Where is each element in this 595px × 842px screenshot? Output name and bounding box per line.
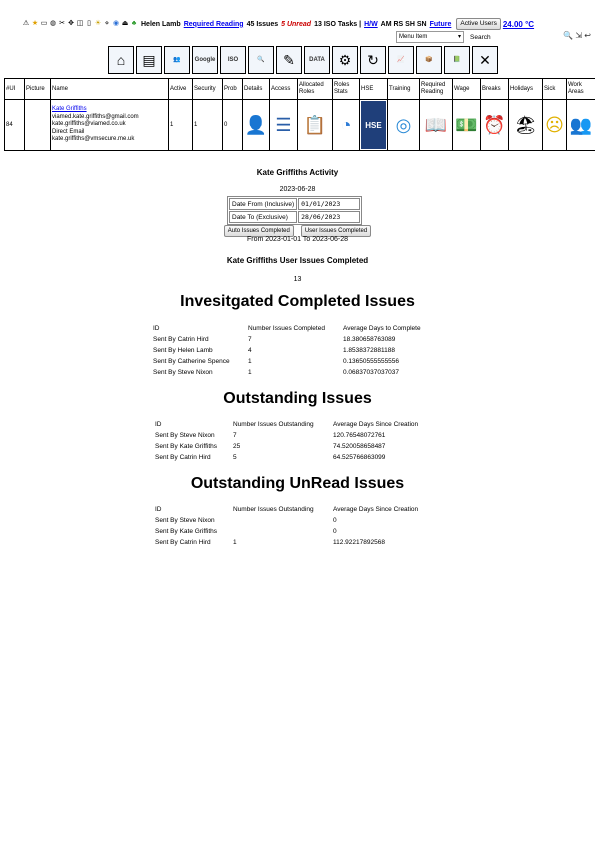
auto-issues-button[interactable]: Auto Issues Completed — [224, 225, 294, 237]
table-row — [5, 100, 595, 151]
cell-active: 1 — [169, 100, 193, 151]
iso-icon[interactable]: ISO — [220, 46, 246, 74]
direct-email-label: Direct Email — [52, 128, 85, 135]
email-3: kate.griffiths@vmsecure.me.uk — [52, 136, 135, 143]
stats-row — [155, 515, 433, 526]
column-header: Access — [270, 79, 298, 100]
zoom-icon[interactable]: 🔍 — [563, 31, 574, 40]
cell-breaks[interactable] — [481, 100, 509, 151]
access-list-icon[interactable]: ☰ — [275, 114, 292, 135]
menu-item-select[interactable] — [396, 31, 464, 43]
cell-roles-stats[interactable] — [333, 100, 360, 151]
user-issues-title: Kate Griffiths User Issues Completed — [226, 256, 369, 265]
stats-cell: 0 — [333, 528, 337, 535]
stats-cell: Sent By Steve Nixon — [155, 517, 215, 524]
user-table — [4, 78, 595, 151]
globe-icon[interactable]: ◍ — [49, 20, 57, 27]
document-icon[interactable]: ▯ — [87, 20, 91, 27]
stats-header-cell: Average Days Since Creation — [333, 421, 419, 428]
holiday-icon[interactable]: 🏖 — [514, 114, 537, 135]
cubs-data-icon[interactable]: DATA — [304, 46, 330, 74]
world-icon[interactable]: ◉ — [112, 20, 120, 27]
cell-access[interactable] — [270, 100, 298, 151]
cell-sick[interactable] — [543, 100, 567, 151]
tools-icon[interactable]: ✂ — [59, 20, 65, 27]
column-header: Allocated Roles — [298, 79, 333, 100]
unread-count[interactable]: 5 Unread — [281, 20, 312, 28]
bulb-icon[interactable]: ☀ — [94, 20, 102, 27]
stats-row — [153, 367, 443, 378]
stats-cell: Sent By Catrin Hird — [155, 454, 211, 461]
top-status-bar — [22, 18, 595, 30]
cell-id: 84 — [5, 100, 25, 151]
open-book-icon[interactable]: 📖 — [424, 114, 448, 135]
box-icon[interactable]: 📦 — [416, 46, 442, 74]
stats-cell — [233, 515, 333, 526]
investigated-title: Invesitgated Completed Issues — [180, 293, 415, 310]
cell-hse[interactable] — [360, 100, 388, 151]
column-header: Wage — [453, 79, 481, 100]
stats-header-cell: Average Days to Complete — [343, 325, 421, 332]
cell-picture — [25, 100, 51, 151]
outstanding-title: Outstanding Issues — [223, 390, 372, 407]
stats-cell: 5 — [233, 454, 237, 461]
leaf-icon[interactable]: ♣ — [131, 20, 137, 27]
column-header: Work Areas — [567, 79, 595, 100]
home-icon[interactable]: ⌂ — [108, 46, 134, 74]
book-icon[interactable]: 📗 — [444, 46, 470, 74]
stats-cell: Sent By Steve Nixon — [155, 432, 215, 439]
stats-cell: Sent By Catrin Hird — [155, 539, 211, 546]
alarm-clock-icon[interactable]: ⏰ — [483, 114, 506, 135]
column-header: HSE — [360, 79, 388, 100]
user-details-icon[interactable]: 👤 — [244, 114, 268, 135]
cell-security: 1 — [193, 100, 223, 151]
cell-details[interactable] — [243, 100, 270, 151]
pen-icon[interactable]: ✎ — [276, 46, 302, 74]
email-2: kate.griffiths@viamed.co.uk — [52, 121, 126, 128]
column-header: Breaks — [481, 79, 509, 100]
staff-initials: AM RS SH SN — [380, 20, 427, 28]
issues-count: 45 Issues — [246, 20, 279, 28]
column-header: Sick — [543, 79, 567, 100]
stats-row — [155, 441, 433, 452]
close-x-icon[interactable]: ✕ — [472, 46, 498, 74]
column-header: #UI — [5, 79, 25, 100]
column-header: Name — [51, 79, 169, 100]
training-icon[interactable]: ◎ — [395, 114, 412, 135]
users-icon[interactable]: 👥 — [164, 46, 190, 74]
date-range-form — [227, 196, 362, 225]
stats-row — [155, 452, 433, 463]
upload-icon[interactable]: ⏏ — [121, 20, 129, 27]
column-header: Prob — [223, 79, 243, 100]
stats-cell: 25 — [233, 443, 241, 450]
magnifier-icon[interactable]: 🔍 — [248, 46, 274, 74]
stats-header-cell: ID — [153, 325, 160, 332]
stats-cell: 7 — [233, 432, 237, 439]
stats-cell: Sent By Kate Griffiths — [155, 528, 218, 535]
back-icon[interactable]: ↩ — [584, 31, 591, 40]
column-header: Required Reading — [420, 79, 453, 100]
stats-cell: 0 — [333, 517, 337, 524]
stats-header-cell: Number Issues Outstanding — [233, 506, 314, 513]
stats-cell: 7 — [248, 336, 252, 343]
cell-prob: 0 — [223, 100, 243, 151]
current-user: Helen Lamb — [141, 20, 181, 28]
date-from-label: Date From (Inclusive) — [229, 198, 297, 210]
iso-tasks: 13 ISO Tasks | — [314, 20, 362, 28]
roles-clipboard-icon[interactable]: 📋 — [303, 114, 327, 135]
printer-icon[interactable]: ▭ — [40, 20, 48, 27]
column-header: Roles Stats — [333, 79, 360, 100]
refresh-icon[interactable]: ↻ — [360, 46, 386, 74]
cell-work-areas[interactable] — [567, 100, 595, 151]
search-label[interactable]: Search — [470, 33, 491, 41]
icon-toolbar — [108, 46, 498, 74]
stats-cell — [233, 526, 333, 537]
outstanding-table — [155, 419, 433, 463]
stats-header-cell: Number Issues Completed — [248, 325, 325, 332]
user-name-link[interactable]: Kate Griffiths — [52, 106, 87, 113]
investigated-table — [153, 323, 443, 378]
unread-table — [155, 504, 433, 548]
chart-icon[interactable]: 📈 — [388, 46, 414, 74]
column-header: Details — [243, 79, 270, 100]
warning-icon[interactable]: ⚠ — [22, 20, 30, 27]
stats-cell: 0.13650555555556 — [343, 358, 400, 365]
stats-cell: Sent By Catrin Hird — [153, 336, 209, 343]
google-icon[interactable]: Google — [192, 46, 218, 74]
date-to-input[interactable]: 28/06/2023 — [298, 211, 360, 223]
cell-training[interactable] — [388, 100, 420, 151]
stats-clock-icon[interactable]: ◔ — [340, 114, 352, 135]
stats-cell: 1.8538372881188 — [343, 347, 395, 354]
stats-cell: 74.520058658487 — [333, 443, 386, 450]
stats-cell: 1 — [248, 358, 252, 365]
stats-cell: Sent By Steve Nixon — [153, 369, 213, 376]
stats-cell: Sent By Helen Lamb — [153, 347, 213, 354]
sick-face-icon[interactable]: ☹ — [545, 114, 564, 135]
window-icon[interactable]: ◫ — [76, 20, 84, 27]
stats-header-row — [153, 323, 443, 334]
column-header: Picture — [25, 79, 51, 100]
cell-wage[interactable] — [453, 100, 481, 151]
date-from-input[interactable]: 01/01/2023 — [298, 198, 360, 210]
stats-row — [155, 430, 433, 441]
stats-cell: 1 — [248, 369, 252, 376]
hse-icon[interactable]: HSE — [361, 101, 386, 149]
hw-link[interactable]: H/W — [364, 20, 378, 28]
column-header: Security — [193, 79, 223, 100]
gears-icon[interactable]: ⚙ — [332, 46, 358, 74]
active-users-button[interactable]: Active Users — [456, 18, 500, 30]
date-range-text: From 2023-01-01 To 2023-06-28 — [246, 236, 349, 243]
column-header: Active — [169, 79, 193, 100]
stats-cell: 4 — [248, 347, 252, 354]
menu-item-select-value: Menu Item — [399, 34, 428, 40]
clock-icon[interactable]: ⋄ — [104, 20, 110, 27]
user-issues-count: 13 — [293, 276, 302, 283]
stats-cell: 18.380658763089 — [343, 336, 396, 343]
stats-cell: 64.525766863099 — [333, 454, 386, 461]
compass-icon[interactable]: ✥ — [68, 20, 74, 27]
stats-header-cell: Number Issues Outstanding — [233, 421, 314, 428]
stats-row — [155, 537, 433, 548]
stats-row — [153, 334, 443, 345]
money-icon[interactable]: 💵 — [455, 114, 478, 135]
column-header: Holidays — [509, 79, 543, 100]
stats-header-row — [155, 504, 433, 515]
user-issues-button[interactable]: User Issues Completed — [301, 225, 371, 237]
cell-allocated-roles[interactable] — [298, 100, 333, 151]
cash-register-icon[interactable]: ▤ — [136, 46, 162, 74]
email-1: viamed.kate.griffiths@gmail.com — [52, 113, 139, 120]
stats-header-row — [155, 419, 433, 430]
stats-cell: Sent By Catherine Spence — [153, 358, 230, 365]
required-reading-link[interactable]: Required Reading — [183, 20, 244, 28]
edit-icon[interactable]: ⇲ — [575, 31, 583, 40]
stats-header-cell: ID — [155, 506, 162, 513]
stats-cell: 120.76548072761 — [333, 432, 386, 439]
stats-row — [155, 526, 433, 537]
stats-cell: 0.06837037037037 — [343, 369, 400, 376]
right-tool-icons — [563, 31, 591, 40]
stats-cell: 1 — [233, 539, 237, 546]
future-link[interactable]: Future — [429, 20, 452, 28]
chevron-down-icon: ▾ — [457, 34, 461, 40]
cell-holidays[interactable] — [509, 100, 543, 151]
stats-cell: 112.92217892568 — [333, 539, 385, 546]
stats-row — [153, 356, 443, 367]
unread-title: Outstanding UnRead Issues — [190, 475, 405, 492]
cell-name — [51, 100, 169, 151]
quick-icons — [22, 20, 138, 28]
column-header: Training — [388, 79, 420, 100]
table-header-row — [5, 79, 595, 100]
stats-row — [153, 345, 443, 356]
work-areas-icon[interactable]: 👥 — [569, 114, 593, 135]
activity-title: Kate Griffiths Activity — [256, 168, 339, 177]
star-icon[interactable]: ★ — [31, 20, 39, 27]
temperature-link[interactable]: 24.00 °C — [502, 19, 535, 29]
activity-date: 2023-06-28 — [279, 186, 316, 193]
cell-required-reading[interactable] — [420, 100, 453, 151]
stats-header-cell: Average Days Since Creation — [333, 506, 419, 513]
stats-header-cell: ID — [155, 421, 162, 428]
stats-cell: Sent By Kate Griffiths — [155, 443, 218, 450]
date-to-label: Date To (Exclusive) — [229, 211, 297, 223]
